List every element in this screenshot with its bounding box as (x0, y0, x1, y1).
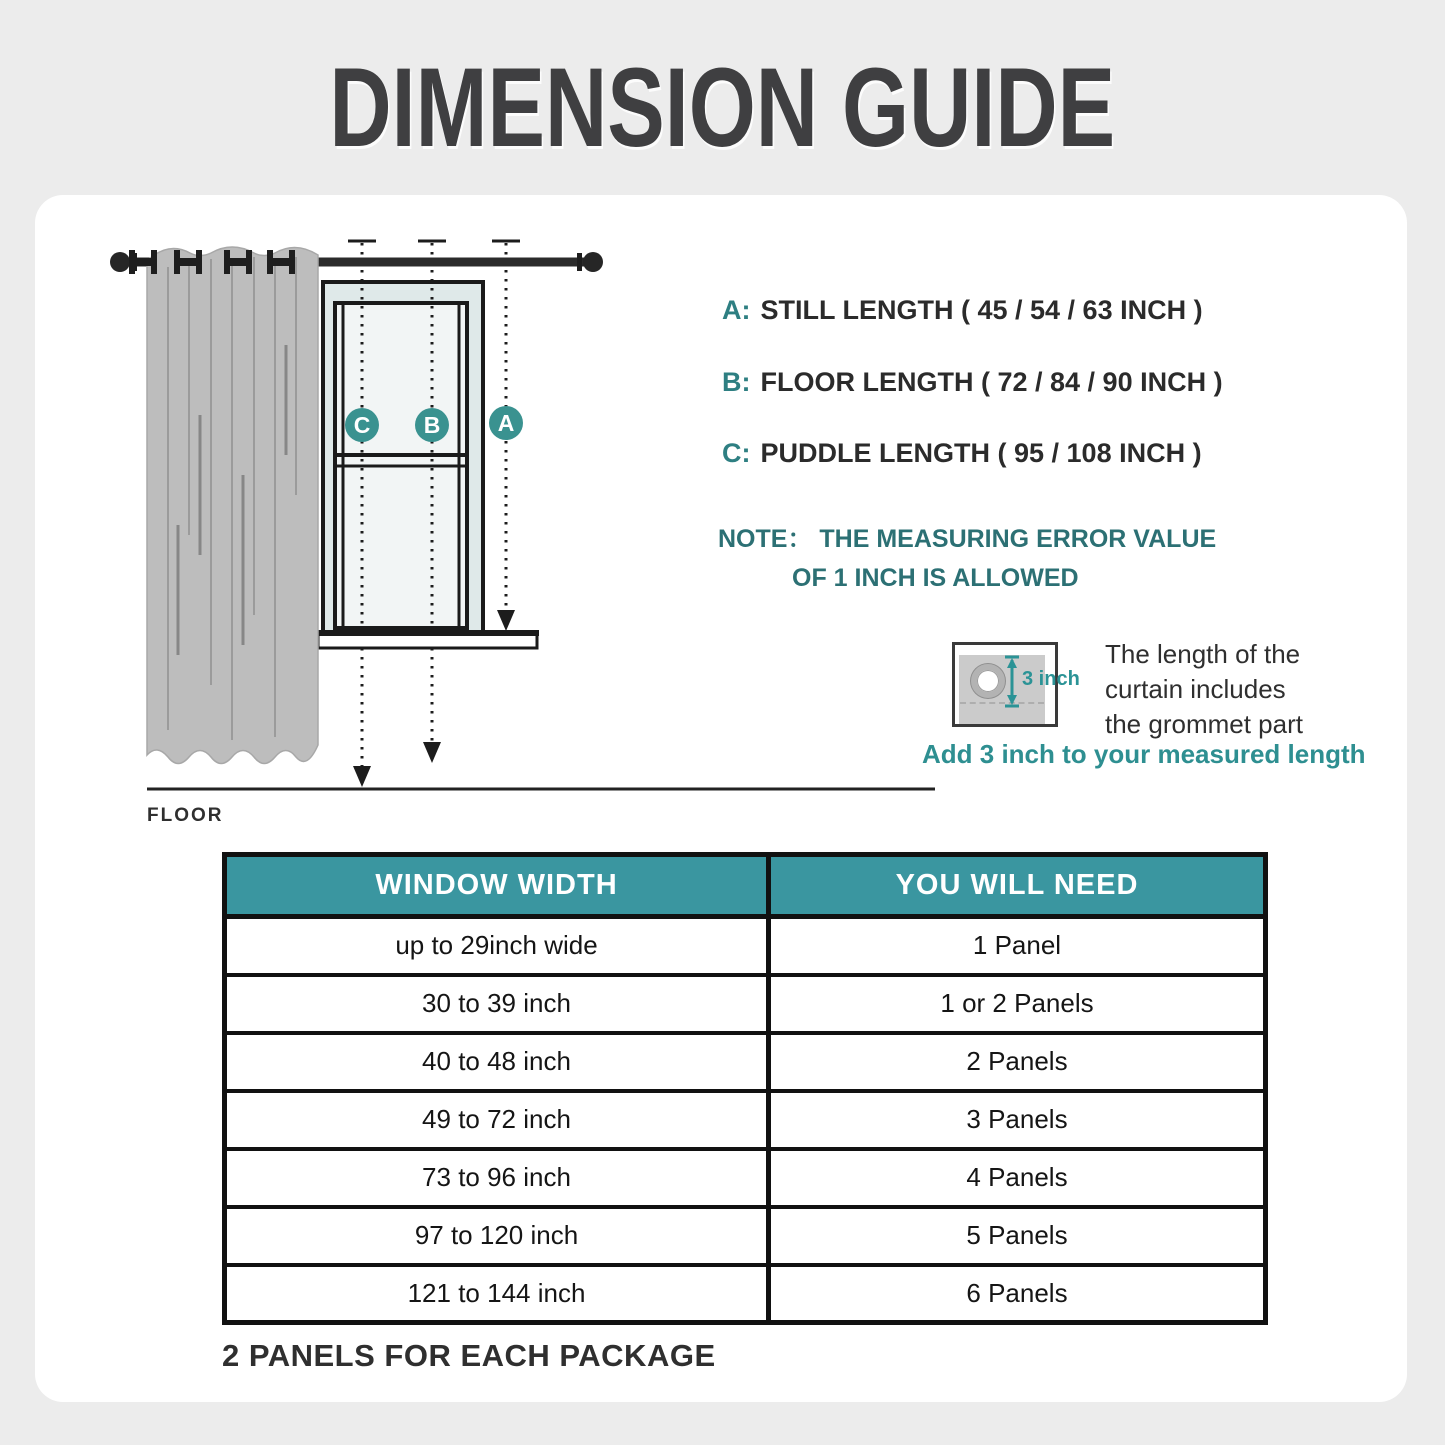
table-cell-window-width: 97 to 120 inch (225, 1207, 769, 1265)
circle-letter-c: C (353, 412, 371, 438)
table-cell-panels: 1 Panel (769, 917, 1266, 975)
panel-table (222, 852, 1268, 1325)
table-cell-window-width: up to 29inch wide (225, 917, 769, 975)
legend-item-puddle-length (722, 438, 1202, 469)
legend-text-b: FLOOR LENGTH ( 72 / 84 / 90 INCH ) (760, 367, 1223, 397)
legend-prefix-a: A: (722, 295, 751, 325)
legend-item-floor-length (722, 367, 1223, 398)
grommet-ring-icon (971, 664, 1005, 698)
legend-prefix-b: B: (722, 367, 751, 397)
table-row (225, 1033, 1266, 1091)
measure-b-arrowhead (423, 742, 441, 763)
page-title: DIMENSION GUIDE (329, 45, 1116, 170)
table-row (225, 1207, 1266, 1265)
grommet-detail-icon (952, 642, 1080, 727)
table-cell-panels: 4 Panels (769, 1149, 1266, 1207)
circle-letter-a: A (497, 410, 515, 436)
table-cell-window-width: 73 to 96 inch (225, 1149, 769, 1207)
table-row (225, 1091, 1266, 1149)
rod-finial-right-icon (583, 252, 603, 272)
note-line-1: NOTE： THE MEASURING ERROR VALUE (718, 525, 1217, 553)
table-cell-window-width: 40 to 48 inch (225, 1033, 769, 1091)
table-cell-panels: 1 or 2 Panels (769, 975, 1266, 1033)
rod-collar-right (577, 253, 582, 271)
grommet-description-line: the grommet part (1105, 709, 1303, 739)
package-note: 2 PANELS FOR EACH PACKAGE (222, 1338, 716, 1373)
table-row (225, 917, 1266, 975)
grommet-measure-label: 3 inch (1022, 668, 1080, 690)
grommet-measure-arrow-icon (1002, 655, 1022, 708)
table-cell-window-width: 49 to 72 inch (225, 1091, 769, 1149)
legend-text-a: STILL LENGTH ( 45 / 54 / 63 INCH ) (760, 295, 1203, 325)
table-row (225, 975, 1266, 1033)
table-cell-panels: 5 Panels (769, 1207, 1266, 1265)
table-header-window-width: WINDOW WIDTH (225, 855, 769, 917)
note-line-2: OF 1 INCH IS ALLOWED (792, 564, 1079, 592)
table-cell-panels: 3 Panels (769, 1091, 1266, 1149)
grommet-description-line: curtain includes (1105, 674, 1286, 704)
grommet-description (1105, 637, 1303, 742)
table-cell-panels: 6 Panels (769, 1265, 1266, 1323)
rod-finial-left-icon (110, 252, 130, 272)
circle-letter-b: B (423, 412, 441, 438)
floor-label: FLOOR (147, 805, 224, 826)
grommet-add-tip: Add 3 inch to your measured length (922, 739, 1366, 769)
page-title-wrap (0, 45, 1445, 170)
panel-table-body (225, 917, 1266, 1323)
table-header-you-will-need: YOU WILL NEED (769, 855, 1266, 917)
table-row (225, 1149, 1266, 1207)
legend-item-still-length (722, 295, 1203, 326)
table-header-row (225, 855, 1266, 917)
table-row (225, 1265, 1266, 1323)
measure-a-arrowhead (497, 610, 515, 631)
legend-prefix-c: C: (722, 438, 751, 468)
table-cell-window-width: 30 to 39 inch (225, 975, 769, 1033)
grommet-clip-icon (129, 250, 157, 274)
table-cell-panels: 2 Panels (769, 1033, 1266, 1091)
measure-c-arrowhead (353, 766, 371, 787)
grommet-description-line: The length of the (1105, 639, 1301, 669)
legend-text-c: PUDDLE LENGTH ( 95 / 108 INCH ) (760, 438, 1202, 468)
table-cell-window-width: 121 to 144 inch (225, 1265, 769, 1323)
